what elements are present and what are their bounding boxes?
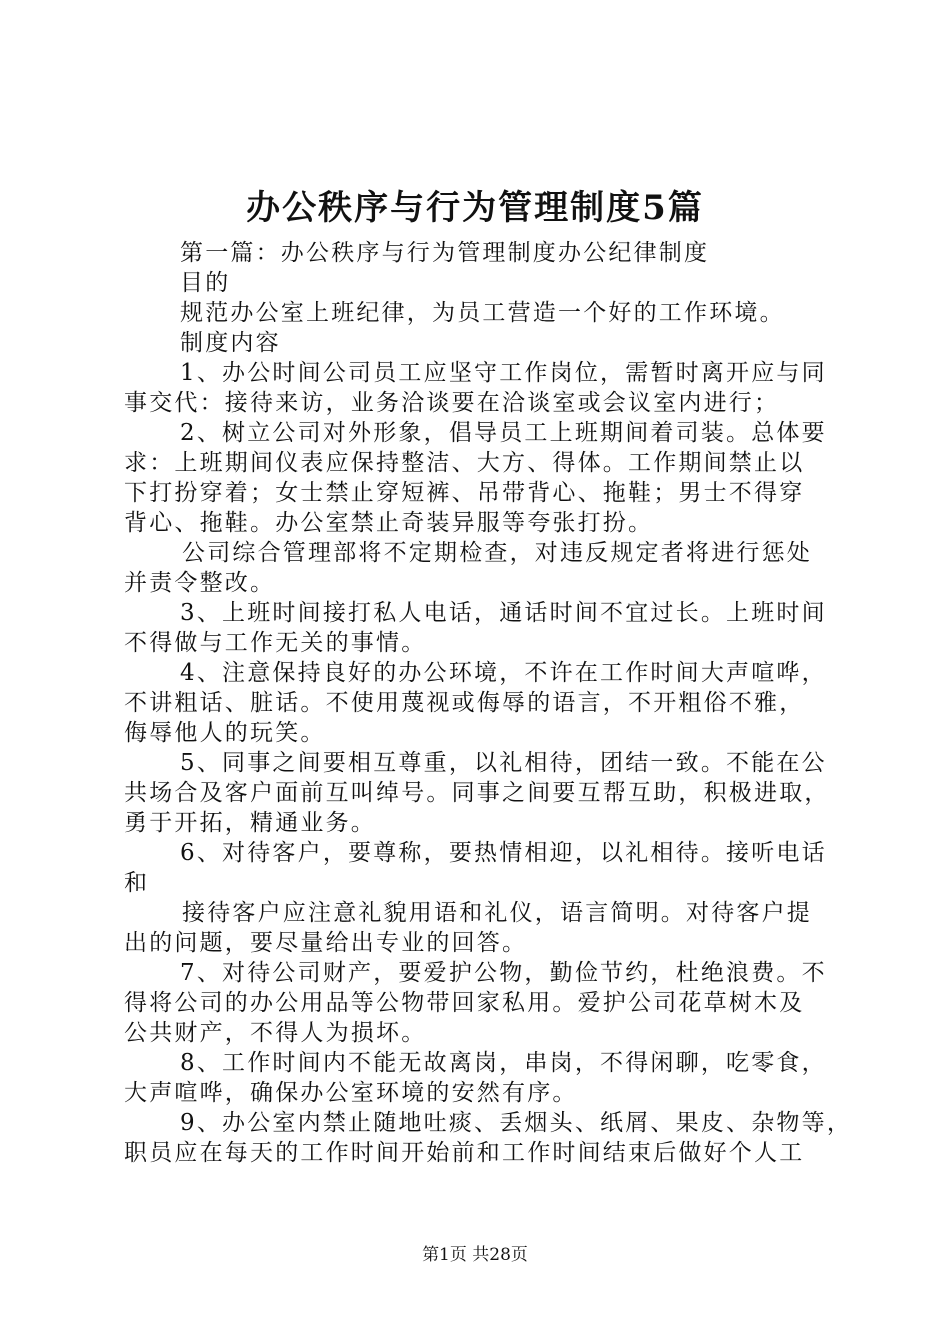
- paragraph-line: 出的问题，要尽量给出专业的回答。: [124, 930, 528, 956]
- paragraph-line: 公共财产，不得人为损坏。: [124, 1020, 427, 1046]
- paragraph-line: 和: [124, 870, 150, 896]
- paragraph-line: 接待客户应注意礼貌用语和礼仪，语言简明。对待客户提: [182, 900, 812, 926]
- paragraph-line: 制度内容: [180, 330, 281, 356]
- paragraph-line: 事交代：接待来访，业务洽谈要在洽谈室或会议室内进行；: [124, 390, 780, 416]
- page-number: 第1页 共28页: [422, 1245, 528, 1265]
- paragraph-line: 并责令整改。: [124, 570, 276, 596]
- paragraph-line: 下打扮穿着；女士禁止穿短裤、吊带背心、拖鞋；男士不得穿: [124, 480, 805, 506]
- paragraph-line: 目的: [180, 270, 231, 296]
- paragraph-line: 7、对待公司财产，要爱护公物，勤俭节约，杜绝浪费。不: [180, 960, 827, 986]
- paragraph-line: 2、树立公司对外形象，倡导员工上班期间着司装。总体要: [180, 420, 827, 446]
- paragraph-line: 侮辱他人的玩笑。: [124, 720, 326, 746]
- paragraph-line: 规范办公室上班纪律，为员工营造一个好的工作环境。: [180, 300, 785, 326]
- paragraph-line: 共场合及客户面前互叫绰号。同事之间要互帮互助，积极进取，: [124, 780, 830, 806]
- paragraph-line: 得将公司的办公用品等公物带回家私用。爱护公司花草树木及: [124, 990, 805, 1016]
- paragraph-line: 5、同事之间要相互尊重，以礼相待，团结一致。不能在公: [180, 750, 827, 776]
- paragraph-line: 8、工作时间内不能无故离岗，串岗，不得闲聊，吃零食，: [180, 1050, 827, 1076]
- paragraph-line: 勇于开拓，精通业务。: [124, 810, 376, 836]
- paragraph-line: 职员应在每天的工作时间开始前和工作时间结束后做好个人工: [124, 1140, 805, 1166]
- paragraph-line: 背心、拖鞋。办公室禁止奇装异服等夸张打扮。: [124, 510, 654, 536]
- section-heading: 第一篇：办公秩序与行为管理制度办公纪律制度: [180, 240, 710, 266]
- paragraph-line: 1、办公时间公司员工应坚守工作岗位，需暂时离开应与同: [180, 360, 827, 386]
- document-title: 办公秩序与行为管理制度5篇: [246, 188, 704, 228]
- paragraph-line: 不得做与工作无关的事情。: [124, 630, 427, 656]
- paragraph-line: 求：上班期间仪表应保持整洁、大方、得体。工作期间禁止以: [124, 450, 805, 476]
- paragraph-line: 3、上班时间接打私人电话，通话时间不宜过长。上班时间: [180, 600, 827, 626]
- paragraph-line: 公司综合管理部将不定期检查，对违反规定者将进行惩处: [182, 540, 812, 566]
- paragraph-line: 6、对待客户，要尊称，要热情相迎，以礼相待。接听电话: [180, 840, 827, 866]
- paragraph-line: 大声喧哗，确保办公室环境的安然有序。: [124, 1080, 578, 1106]
- paragraph-line: 9、办公室内禁止随地吐痰、丢烟头、纸屑、果皮、杂物等，: [180, 1110, 853, 1136]
- paragraph-line: 4、注意保持良好的办公环境，不许在工作时间大声喧哗，: [180, 660, 827, 686]
- paragraph-line: 不讲粗话、脏话。不使用蔑视或侮辱的语言，不开粗俗不雅，: [124, 690, 805, 716]
- document-body: [124, 238, 853, 1168]
